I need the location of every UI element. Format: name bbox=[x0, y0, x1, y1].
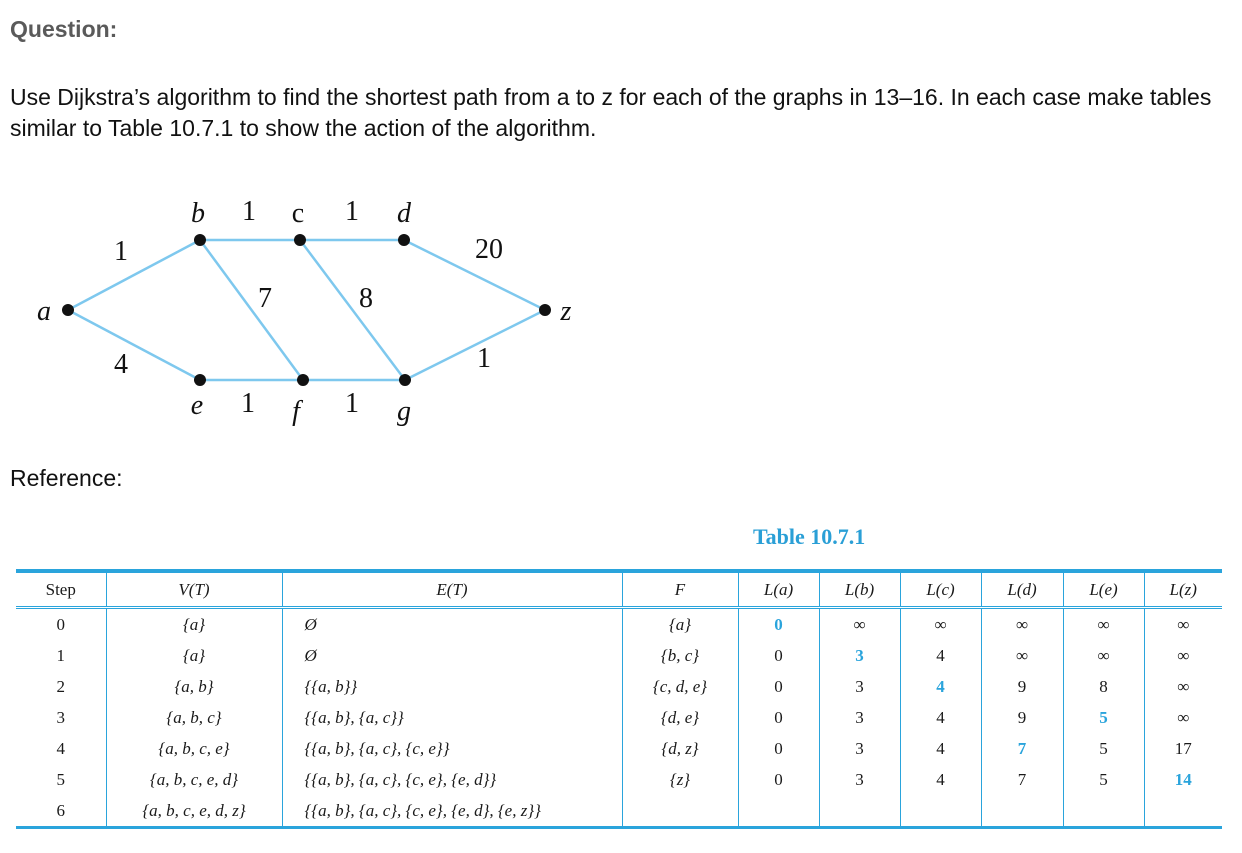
vertex-label-a: a bbox=[37, 296, 51, 327]
cell-ld: 9 bbox=[981, 702, 1063, 733]
cell-step: 2 bbox=[16, 671, 106, 702]
reference-label: Reference: bbox=[10, 465, 123, 491]
cell-f: {b, c} bbox=[622, 640, 738, 671]
vertex-label-d: d bbox=[397, 198, 411, 229]
vertex-f bbox=[297, 374, 309, 386]
table-caption: Table 10.7.1 bbox=[753, 524, 866, 549]
table-row bbox=[16, 795, 1222, 826]
edge-weight-b-f: 7 bbox=[258, 283, 272, 314]
cell-step: 3 bbox=[16, 702, 106, 733]
column-header-lb: L(b) bbox=[819, 573, 900, 608]
cell-vt: {a, b, c} bbox=[106, 702, 282, 733]
table-row bbox=[16, 640, 1222, 671]
vertex-label-z: z bbox=[560, 296, 572, 327]
weighted-graph-figure bbox=[0, 190, 620, 440]
cell-vt: {a} bbox=[106, 640, 282, 671]
cell-et: {{a, b}} bbox=[282, 671, 622, 702]
cell-step: 6 bbox=[16, 795, 106, 826]
cell-step: 0 bbox=[16, 608, 106, 641]
edge-c-g bbox=[300, 240, 405, 380]
column-header-ld: L(d) bbox=[981, 573, 1063, 608]
cell-le: 8 bbox=[1063, 671, 1144, 702]
vertex-a bbox=[62, 304, 74, 316]
cell-f bbox=[622, 795, 738, 826]
cell-lb: 3 bbox=[819, 640, 900, 671]
cell-le: 5 bbox=[1063, 733, 1144, 764]
graph-edge-weights bbox=[114, 196, 503, 419]
edge-weight-e-f: 1 bbox=[241, 388, 255, 419]
cell-lc: 4 bbox=[900, 640, 981, 671]
cell-lz: ∞ bbox=[1144, 608, 1222, 641]
edge-weight-b-c: 1 bbox=[242, 196, 256, 227]
edge-weight-f-g: 1 bbox=[345, 388, 359, 419]
cell-le bbox=[1063, 795, 1144, 826]
graph-vertex-labels bbox=[37, 198, 572, 427]
cell-step: 1 bbox=[16, 640, 106, 671]
question-heading: Question: bbox=[10, 16, 118, 42]
cell-ld: 7 bbox=[981, 733, 1063, 764]
cell-et: {{a, b}, {a, c}} bbox=[282, 702, 622, 733]
cell-le: 5 bbox=[1063, 764, 1144, 795]
column-header-step: Step bbox=[16, 573, 106, 608]
cell-f: {c, d, e} bbox=[622, 671, 738, 702]
table-row bbox=[16, 764, 1222, 795]
cell-lb: 3 bbox=[819, 702, 900, 733]
cell-lz: ∞ bbox=[1144, 702, 1222, 733]
cell-lz: 14 bbox=[1144, 764, 1222, 795]
cell-vt: {a} bbox=[106, 608, 282, 641]
vertex-label-e: e bbox=[190, 390, 204, 421]
cell-lz: 17 bbox=[1144, 733, 1222, 764]
column-header-f: F bbox=[622, 573, 738, 608]
vertex-b bbox=[194, 234, 206, 246]
column-header-la: L(a) bbox=[738, 573, 819, 608]
table-row bbox=[16, 671, 1222, 702]
edge-weight-c-d: 1 bbox=[345, 196, 359, 227]
edge-weight-a-e: 4 bbox=[114, 349, 128, 380]
cell-la: 0 bbox=[738, 671, 819, 702]
cell-et: {{a, b}, {a, c}, {c, e}, {e, d}, {e, z}} bbox=[282, 795, 622, 826]
vertex-c bbox=[294, 234, 306, 246]
vertex-e bbox=[194, 374, 206, 386]
cell-ld: ∞ bbox=[981, 608, 1063, 641]
vertex-z bbox=[539, 304, 551, 316]
column-header-le: L(e) bbox=[1063, 573, 1144, 608]
cell-f: {a} bbox=[622, 608, 738, 641]
cell-et: {{a, b}, {a, c}, {c, e}, {e, d}} bbox=[282, 764, 622, 795]
column-header-et: E(T) bbox=[282, 573, 622, 608]
edge-weight-g-z: 1 bbox=[477, 343, 491, 374]
question-text: Use Dijkstra’s algorithm to find the shortest path from a to z for each of the graphs in 13–16. In each case make tables similar to Table 10.7.1 to show the action of the algorithm. bbox=[10, 84, 1212, 141]
table-row bbox=[16, 702, 1222, 733]
edge-weight-d-z: 20 bbox=[475, 234, 503, 265]
table-body bbox=[16, 608, 1222, 827]
cell-f: {d, z} bbox=[622, 733, 738, 764]
cell-la: 0 bbox=[738, 640, 819, 671]
vertex-label-c: c bbox=[291, 198, 305, 229]
cell-le: ∞ bbox=[1063, 608, 1144, 641]
cell-ld: 7 bbox=[981, 764, 1063, 795]
cell-vt: {a, b, c, e, d} bbox=[106, 764, 282, 795]
cell-lz: ∞ bbox=[1144, 640, 1222, 671]
cell-lb: 3 bbox=[819, 764, 900, 795]
cell-lb: 3 bbox=[819, 733, 900, 764]
cell-la bbox=[738, 795, 819, 826]
cell-lc: 4 bbox=[900, 671, 981, 702]
edge-a-b bbox=[68, 240, 200, 310]
cell-et: Ø bbox=[282, 640, 622, 671]
table-row bbox=[16, 733, 1222, 764]
cell-f: {d, e} bbox=[622, 702, 738, 733]
vertex-label-f: f bbox=[292, 396, 300, 427]
edge-b-f bbox=[200, 240, 303, 380]
cell-le: ∞ bbox=[1063, 640, 1144, 671]
edge-weight-c-g: 8 bbox=[359, 283, 373, 314]
cell-lc bbox=[900, 795, 981, 826]
cell-step: 4 bbox=[16, 733, 106, 764]
cell-ld bbox=[981, 795, 1063, 826]
cell-lc: 4 bbox=[900, 764, 981, 795]
cell-lb bbox=[819, 795, 900, 826]
edge-a-e bbox=[68, 310, 200, 380]
column-header-lz: L(z) bbox=[1144, 573, 1222, 608]
cell-lz bbox=[1144, 795, 1222, 826]
vertex-d bbox=[398, 234, 410, 246]
cell-lc: ∞ bbox=[900, 608, 981, 641]
cell-lb: 3 bbox=[819, 671, 900, 702]
cell-step: 5 bbox=[16, 764, 106, 795]
cell-vt: {a, b} bbox=[106, 671, 282, 702]
vertex-g bbox=[399, 374, 411, 386]
table-row bbox=[16, 608, 1222, 641]
cell-la: 0 bbox=[738, 733, 819, 764]
dijkstra-table-container bbox=[16, 569, 1222, 829]
vertex-label-b: b bbox=[191, 198, 205, 229]
cell-lc: 4 bbox=[900, 733, 981, 764]
cell-et: Ø bbox=[282, 608, 622, 641]
graph-edges bbox=[68, 240, 545, 380]
cell-la: 0 bbox=[738, 702, 819, 733]
cell-lc: 4 bbox=[900, 702, 981, 733]
cell-vt: {a, b, c, e, d, z} bbox=[106, 795, 282, 826]
edge-g-z bbox=[405, 310, 545, 380]
edge-weight-a-b: 1 bbox=[114, 236, 128, 267]
cell-lz: ∞ bbox=[1144, 671, 1222, 702]
cell-le: 5 bbox=[1063, 702, 1144, 733]
cell-ld: 9 bbox=[981, 671, 1063, 702]
cell-et: {{a, b}, {a, c}, {c, e}} bbox=[282, 733, 622, 764]
cell-ld: ∞ bbox=[981, 640, 1063, 671]
column-header-lc: L(c) bbox=[900, 573, 981, 608]
cell-vt: {a, b, c, e} bbox=[106, 733, 282, 764]
cell-la: 0 bbox=[738, 764, 819, 795]
dijkstra-table bbox=[16, 573, 1222, 826]
column-header-vt: V(T) bbox=[106, 573, 282, 608]
table-header-row bbox=[16, 573, 1222, 608]
cell-la: 0 bbox=[738, 608, 819, 641]
cell-f: {z} bbox=[622, 764, 738, 795]
vertex-label-g: g bbox=[397, 396, 411, 427]
cell-lb: ∞ bbox=[819, 608, 900, 641]
